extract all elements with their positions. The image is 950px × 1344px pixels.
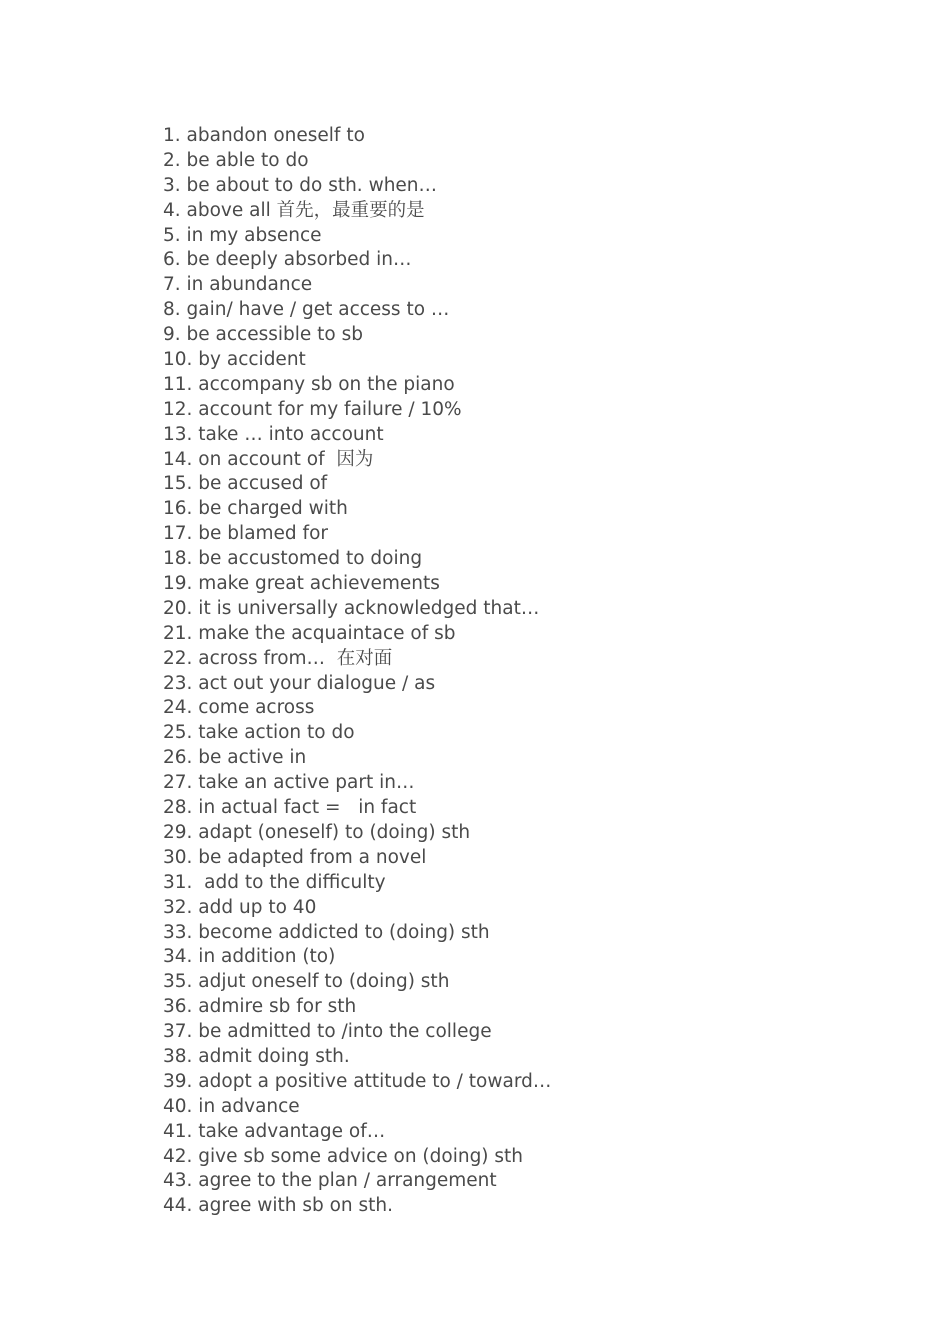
phrase-item: 41. take advantage of… (163, 1120, 386, 1142)
phrase-item: 1. abandon oneself to (163, 125, 365, 146)
phrase-item: 36. admire sb for sth (163, 996, 357, 1018)
phrase-item: 17. be blamed for (163, 523, 328, 545)
phrase-item: 22. across from… 在对面 (163, 647, 393, 669)
phrase-item: 15. be accused of (163, 473, 328, 495)
phrase-item: 14. on account of 因为 (163, 448, 374, 470)
phrase-item: 35. adjut oneself to (doing) sth (163, 971, 450, 993)
phrase-item: 27. take an active part in… (163, 772, 415, 794)
phrase-item: 18. be accustomed to doing (163, 548, 423, 570)
phrase-item: 4. above all 首先，最重要的是 (163, 199, 425, 221)
phrase-item: 8. gain/ have / get access to … (163, 299, 450, 321)
phrase-item: 2. be able to do (163, 149, 309, 171)
phrase-item: 23. act out your dialogue / as (163, 672, 436, 694)
phrase-item: 43. agree to the plan / arrangement (163, 1170, 497, 1192)
phrase-item: 38. admit doing sth. (163, 1045, 350, 1067)
phrase-item: 32. add up to 40 (163, 896, 317, 918)
phrase-item: 10. by accident (163, 349, 306, 371)
phrase-list (163, 124, 551, 1219)
phrase-item: 25. take action to do (163, 722, 355, 744)
phrase-item: 3. be about to do sth. when… (163, 174, 438, 196)
phrase-item: 37. be admitted to /into the college (163, 1021, 492, 1043)
phrase-item: 39. adopt a positive attitude to / toward… (163, 1070, 552, 1092)
phrase-item: 34. in addition (to) (163, 946, 336, 968)
phrase-item: 30. be adapted from a novel (163, 846, 427, 868)
phrase-item: 6. be deeply absorbed in… (163, 249, 412, 271)
phrase-item: 11. accompany sb on the piano (163, 373, 455, 395)
phrase-item: 9. be accessible to sb (163, 324, 363, 346)
phrase-item: 28. in actual fact = in fact (163, 797, 417, 819)
phrase-item: 13. take … into account (163, 423, 384, 445)
phrase-item: 26. be active in (163, 747, 307, 769)
phrase-item: 12. account for my failure / 10% (163, 398, 462, 420)
phrase-item: 21. make the acquaintace of sb (163, 622, 456, 644)
phrase-item: 31. add to the difficulty (163, 871, 386, 893)
phrase-item: 33. become addicted to (doing) sth (163, 921, 490, 943)
phrase-item: 5. in my absence (163, 224, 322, 246)
phrase-item: 29. adapt (oneself) to (doing) sth (163, 821, 471, 843)
phrase-item: 7. in abundance (163, 274, 313, 296)
phrase-item: 20. it is universally acknowledged that… (163, 597, 540, 619)
phrase-item: 42. give sb some advice on (doing) sth (163, 1145, 524, 1167)
phrase-item: 44. agree with sb on sth. (163, 1195, 394, 1217)
phrase-item: 40. in advance (163, 1095, 300, 1117)
phrase-item: 24. come across (163, 697, 315, 719)
phrase-item: 19. make great achievements (163, 573, 440, 595)
phrase-item: 16. be charged with (163, 498, 348, 520)
